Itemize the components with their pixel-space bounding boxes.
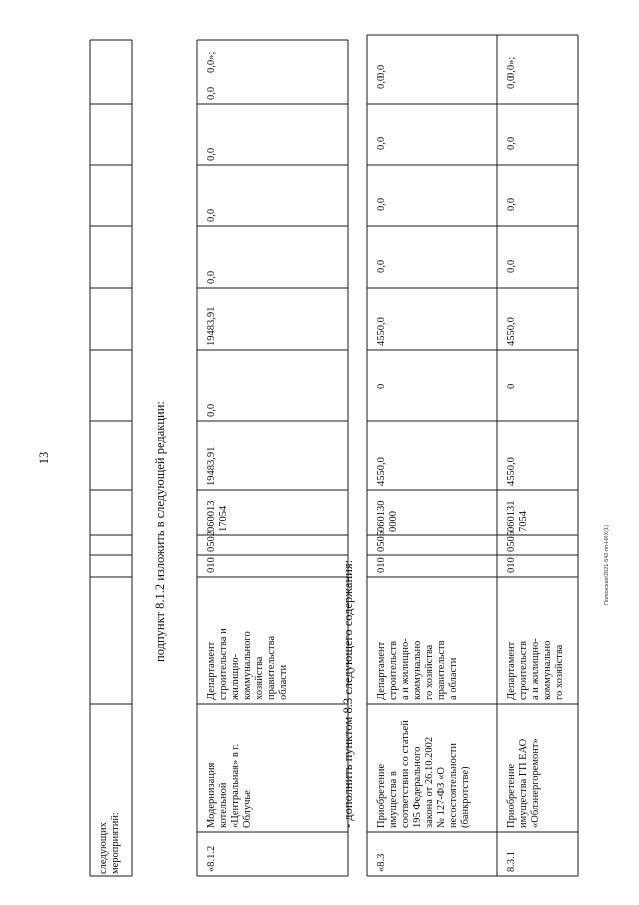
grbs-code: 010 <box>206 557 217 573</box>
executor-line: го хозяйства <box>554 644 565 700</box>
heading-8-1-2: подпункт 8.1.2 изложить в следующей редакции: <box>153 401 167 662</box>
value-col-8: 0,0»; <box>506 56 517 78</box>
measure-name-line: «Облэнергоремонт» <box>530 738 541 828</box>
value-col-4: 0,0 <box>506 259 517 273</box>
row-number: «8.1.2 <box>206 845 217 872</box>
measure-name-line: № 127-ФЗ «О <box>436 767 447 828</box>
rzpr-code: 0502 <box>206 531 217 552</box>
value-total: 19483,91 <box>206 446 217 486</box>
footer-code: Полонская/2021-542-пп-НХХ(1) <box>604 525 610 605</box>
measure-name-line: имущества ГП ЕАО <box>518 738 529 828</box>
csr-code-line: 7054 <box>518 511 529 532</box>
measure-name-line: «Центральная» в г. <box>230 743 241 828</box>
executor-line: а и жилищно- <box>530 638 541 700</box>
grbs-code: 010 <box>506 557 517 573</box>
value-col-4: 0,0 <box>206 270 217 284</box>
executor-line: жилищно- <box>230 653 241 700</box>
measure-name-line: соответствии со статьей <box>400 720 411 828</box>
value-col-7: 0,0 <box>506 75 517 89</box>
value-total: 4550,0 <box>506 457 517 486</box>
executor-line: правительства <box>266 635 277 700</box>
value-col-6: 0,0 <box>506 136 517 150</box>
table-8-1-2 <box>197 40 348 876</box>
grbs-code: 010 <box>376 557 387 573</box>
executor-line: Департамент <box>376 641 387 700</box>
measure-name-line: (банкротстве) <box>460 766 471 828</box>
table-row <box>506 57 565 872</box>
value-col-3: 4550,0 <box>506 317 517 346</box>
value-col-6: 0,0 <box>376 136 387 150</box>
executor-line: коммунально <box>542 640 553 700</box>
executor-line: строительств <box>518 641 529 700</box>
measure-name-line: Модернизация <box>206 762 217 828</box>
row-number: «8.3 <box>376 853 387 872</box>
value-total: 4550,0 <box>376 457 387 486</box>
executor-line: правительств <box>436 640 447 700</box>
value-col-8: 0,0»; <box>206 51 217 73</box>
executor-line: а и жилищно- <box>400 638 411 700</box>
executor-line: Департамент <box>206 641 217 700</box>
top-name-line-1: следующих <box>98 822 109 874</box>
table-top <box>90 40 132 876</box>
value-col-5: 0,0 <box>506 197 517 211</box>
csr-code-line: 060130 <box>376 500 387 532</box>
measure-name-line: Приобретение <box>506 763 517 828</box>
executor-line: го хозяйства <box>424 644 435 700</box>
value-col-3: 19483,91 <box>206 306 217 346</box>
value-col-2: 0 <box>506 383 517 389</box>
executor-line: коммунально <box>412 640 423 700</box>
value-col-5: 0,0 <box>206 208 217 222</box>
value-col-6: 0,0 <box>206 147 217 161</box>
measure-name-line: Приобретение <box>376 763 387 828</box>
csr-code-line: 060131 <box>506 500 517 532</box>
value-col-7: 0,0 <box>376 75 387 89</box>
value-col-4: 0,0 <box>376 259 387 273</box>
measure-name-line: имущества в <box>388 771 399 828</box>
measure-name-line: 195 Федерального <box>412 746 423 828</box>
value-col-7: 0,0 <box>206 86 217 100</box>
executor-line: строительств <box>388 641 399 700</box>
value-col-8: 0,0 <box>376 64 387 78</box>
value-col-5: 0,0 <box>376 197 387 211</box>
measure-name-line: котельной <box>218 782 229 828</box>
value-col-2: 0 <box>376 383 387 389</box>
executor-line: коммунального <box>242 631 253 700</box>
measure-name-line: Облучье <box>242 790 253 828</box>
executor-line: строительства и <box>218 628 229 700</box>
rzpr-code: 0505 <box>376 531 387 552</box>
executor-line: хозяйства <box>254 656 265 700</box>
value-col-2: 0,0 <box>206 403 217 417</box>
table-8-3 <box>367 35 578 876</box>
table-row <box>376 65 471 872</box>
measure-name-line: закона от 26.10.2002 <box>424 736 435 828</box>
table-row <box>206 52 289 872</box>
top-name-line-2: мероприятий: <box>110 812 121 874</box>
csr-code-line: 060013 <box>206 500 217 532</box>
executor-line: Департамент <box>506 641 517 700</box>
executor-line: а области <box>448 657 459 700</box>
row-number: 8.3.1 <box>506 851 517 872</box>
csr-code-line: 0000 <box>388 511 399 532</box>
executor-line: области <box>278 664 289 700</box>
measure-name-line: несостоятельности <box>448 743 459 828</box>
heading-8-3: - дополнить пунктом 8.3 следующего содержания: <box>341 559 355 828</box>
rzpr-code: 0505 <box>506 531 517 552</box>
csr-code-line: 17054 <box>218 505 229 532</box>
value-col-3: 4550,0 <box>376 317 387 346</box>
page-number: 13 <box>37 451 51 465</box>
